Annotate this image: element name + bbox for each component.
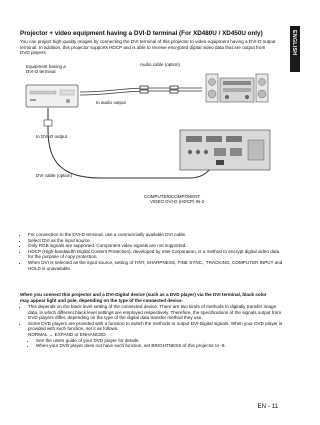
normal-expand-line: NORMAL → EXPAND or ENHANCED xyxy=(28,331,106,337)
equipment-label: Equipment having a DVI-D terminal xyxy=(26,64,66,75)
list-item: • Select DVI as the input source. xyxy=(28,238,283,244)
side-tab-label: ENGLISH xyxy=(291,30,297,56)
terminal-label: COMPUTER/COMPONENT VIDEO DVI-D (HDCP) IN-2 xyxy=(144,194,205,205)
audio-cable-illustration xyxy=(80,86,202,95)
dvd-notes-list xyxy=(20,304,283,349)
intro-paragraph: You can project high-quality images by connecting the DVI terminal of this projector to video equipment having a DVI-D output terminal. In addition, this projector supports HDCP and is able to receive encrypted digital video data that are output from DVD players. xyxy=(20,39,276,56)
dvi-output-label: to DVI-D output xyxy=(36,134,68,139)
list-item: • See the users guide of your DVD player for details. xyxy=(36,338,283,344)
dvi-cable-label: DVI cable (option) xyxy=(36,173,73,178)
audio-output-label: to audio output xyxy=(96,100,126,105)
list-item: • When DVI is selected as the input source, setting of TINT, SHARPNESS, FINE SYNC., TRACKING, COMPUTER INPUT and HOLD is unavailable. xyxy=(28,260,283,271)
list-item: • For connection to the DVI-D terminal, use a commercially available DVI cable. xyxy=(28,232,283,238)
dvd-warning: When you connect this projector and a DVI-Digital device (such as a DVD player) via the DVI terminal, black color may appear light and pale, depending on the type of the connected device. xyxy=(20,292,267,303)
language-side-tab xyxy=(290,26,300,72)
list-item: • When your DVD player does not have such function, set BRIGHTNESS of this projector to -8. xyxy=(36,343,283,349)
section-heading: Projector + video equipment having a DVI-D terminal (For XD480U / XD450U only) xyxy=(20,30,263,37)
dvd-device-illustration xyxy=(26,85,78,107)
list-item: • HDCP (High-bandwidth Digital Content Protection), developed by Intel Corporation, is a method to encrypt digital video data for the purpose of copy protection. xyxy=(28,249,283,260)
list-item: • This depends on the black level setting of the connected device. There are two kinds of methods to digitally transfer image data, in which different black level settings are employed respectively. Therefore, the specifications of the signals output from DVD players differ, depending on the type of the digital data transfer method they use. xyxy=(28,304,283,321)
notes-list xyxy=(20,232,283,271)
audio-system-illustration xyxy=(206,74,268,102)
projector-panel-illustration xyxy=(180,130,270,170)
page-number: EN - 11 xyxy=(257,403,278,410)
list-item: • Some DVD players are provided with a function to switch the methods to output DVI-Digital signals. When your DVD player is provided with such function, set it as follows. NORMAL → EXPAND or ENHANCED • See the users guide of your DVD player for details. • When your DVD player does not have such function, set BRIGHTNESS of this projector to -8. xyxy=(28,321,283,349)
audio-cable-label: Audio cable (option) xyxy=(140,62,181,67)
connection-diagram xyxy=(20,60,276,210)
sub-notes-list xyxy=(28,338,283,349)
list-item: • Only RGB signals are supported. Component video signals are not supported. xyxy=(28,243,283,249)
